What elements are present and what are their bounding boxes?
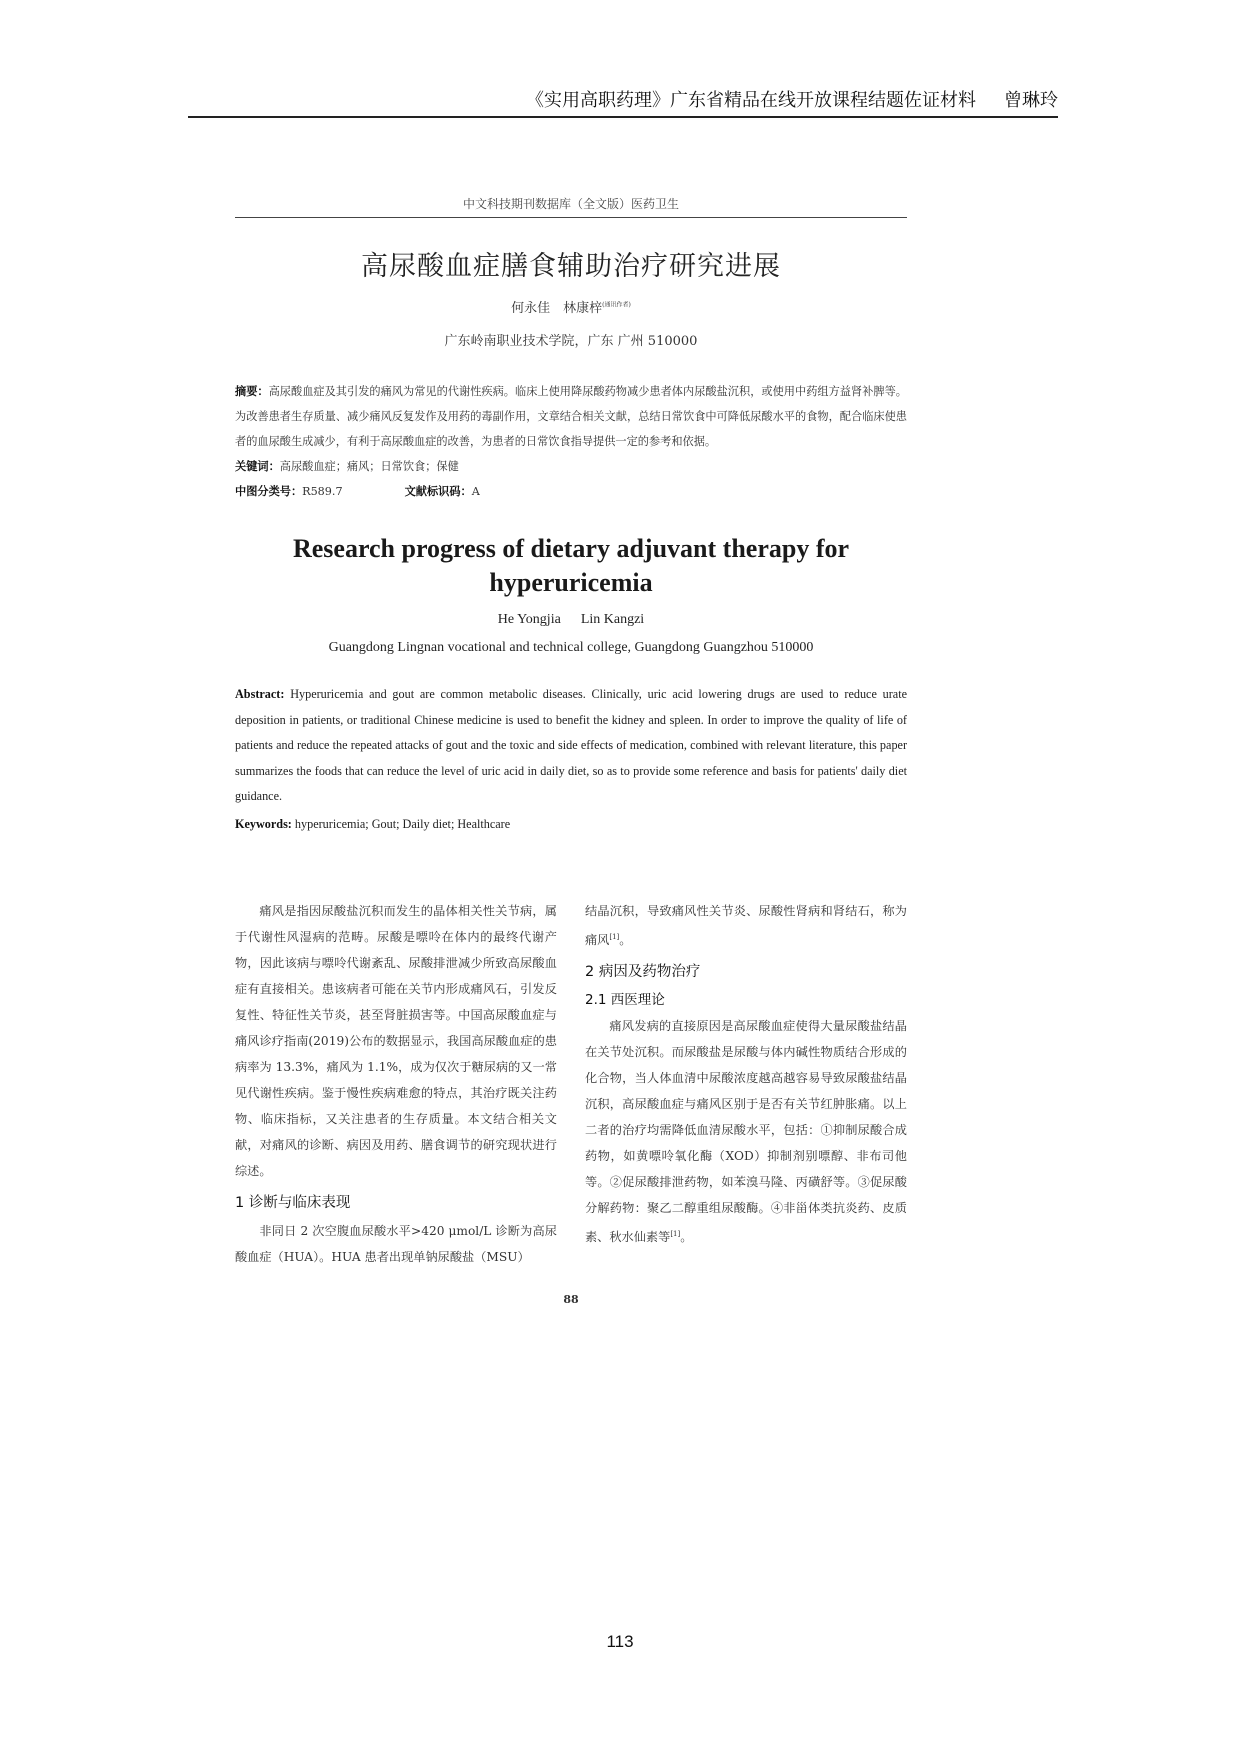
body-columns — [235, 898, 907, 1270]
journal-name: 中文科技期刊数据库（全文版）医药卫生 — [235, 195, 907, 218]
page-number: 113 — [606, 1632, 634, 1651]
reference-mark: [1] — [609, 933, 620, 941]
section-1-heading: 1 诊断与临床表现 — [235, 1195, 351, 1211]
keywords-zh-text: 高尿酸血症；痛风；日常饮食；保健 — [279, 460, 459, 473]
classification-line — [235, 479, 907, 504]
affiliation-en: Guangdong Lingnan vocational and technical college, Guangdong Guangzhou 510000 — [328, 640, 814, 655]
section-2-1-text: 痛风发病的直接原因是高尿酸血症使得大量尿酸盐结晶在关节处沉积。而尿酸盐是尿酸与体内碱性物质结合形成的化合物，当人体血清中尿酸浓度越高越容易导致尿酸盐结晶沉积，高尿酸血症与痛风区别于是否有关节红肿胀痛。以上二者的治疗均需降低血清尿酸水平，包括：①抑制尿酸合成药物，如黄嘌呤氧化酶（XOD）抑制剂别嘌醇、非布司他等。②促尿酸排泄药物，如苯溴马隆、丙磺舒等。③促尿酸分解药物：聚乙二醇重组尿酸酶。④非甾体类抗炎药、皮质素、秋水仙素等 — [585, 1019, 907, 1245]
authors-zh — [235, 297, 907, 316]
section-1-continuation-text: 结晶沉积，导致痛风性关节炎、尿酸性肾病和肾结石，称为痛风 — [585, 904, 907, 948]
author-en-1: He Yongjia — [497, 612, 561, 627]
keywords-zh — [235, 454, 907, 479]
clc-value: R589.7 — [302, 485, 343, 498]
clc-label: 中图分类号： — [235, 484, 303, 498]
author-en-2: Lin Kangzi — [580, 612, 645, 627]
abstract-en — [235, 682, 907, 810]
title-en-line-2: hyperuricemia — [489, 568, 653, 597]
keywords-en-label: Keywords: — [235, 816, 292, 831]
article-title-zh: 高尿酸血症膳食辅助治疗研究进展 — [361, 251, 781, 282]
authors-zh-names: 何永佳 林康梓 — [511, 301, 603, 316]
header-author: 曾琳玲 — [1004, 90, 1058, 111]
title-en-line-1: Research progress of dietary adjuvant therapy for — [292, 534, 850, 563]
running-header — [188, 86, 1058, 118]
doc-code-label: 文献标识码： — [404, 484, 472, 498]
section-1-continuation: 结晶沉积，导致痛风性关节炎、尿酸性肾病和肾结石，称为痛风[1]。 — [585, 904, 907, 948]
abstract-en-text: Hyperuricemia and gout are common metabolic diseases. Clinically, uric acid lowering drugs are used to reduce urate deposition in patients, or traditional Chinese medicine is used to benefit the kidney and spleen. In order to improve the quality of life of patients and reduce the repeated attacks of gout and the toxic and side effects of medication, combined with relevant literature, this paper summarizes the foods that can reduce the level of uric acid in daily diet, so as to provide some reference and basis for patients' daily diet guidance. — [235, 687, 908, 803]
scan-page-number: 88 — [563, 1293, 579, 1306]
section-2-1-paragraph — [585, 1013, 907, 1250]
authors-en — [235, 612, 907, 628]
reference-mark: [1] — [670, 1230, 681, 1239]
doc-code-value: A — [471, 485, 480, 498]
section-2-heading: 2 病因及药物治疗 — [585, 964, 701, 981]
corresponding-author-mark: (通讯作者) — [602, 301, 631, 309]
course-title: 《实用高职药理》广东省精品在线开放课程结题佐证材料 — [526, 90, 976, 111]
keywords-zh-label: 关键词： — [235, 459, 280, 473]
scanned-article — [235, 195, 907, 1325]
keywords-en — [235, 812, 907, 837]
body-column-right — [585, 898, 907, 1270]
intro-paragraph: 痛风是指因尿酸盐沉积而发生的晶体相关性关节病，属于代谢性风湿病的范畴。尿酸是嘌呤在体内的最终代谢产物，因此该病与嘌呤代谢紊乱、尿酸排泄减少所致高尿酸血症有直接相关。患该病者可能在关节内形成痛风石，引发反复性、特征性关节炎，甚至肾脏损害等。中国高尿酸血症与痛风诊疗指南(2019)公布的数据显示，我国高尿酸血症的患病率为 13.3%，痛风为 1.1%，成为仅次于糖尿病的又一常见代谢性疾病。鉴于慢性疾病难愈的特点，其治疗既关注药物、临床指标，又关注患者的生存质量。本文结合相关文献，对痛风的诊断、病因及用药、膳食调节的研究现状进行综述。 — [235, 904, 557, 1178]
keywords-en-text: hyperuricemia; Gout; Daily diet; Healthcare — [294, 816, 511, 831]
abstract-zh-label: 摘要： — [235, 384, 269, 398]
section-2-1-end: 。 — [680, 1230, 693, 1245]
section-1-paragraph: 非同日 2 次空腹血尿酸水平>420 μmol/L 诊断为高尿酸血症（HUA）。HUA 患者出现单钠尿酸盐（MSU） — [235, 1224, 557, 1264]
abstract-zh — [235, 379, 907, 454]
article-title-en — [235, 532, 907, 600]
abstract-en-label: Abstract: — [235, 687, 285, 701]
affiliation-zh: 广东岭南职业技术学院，广东 广州 510000 — [444, 334, 698, 349]
abstract-zh-text: 高尿酸血症及其引发的痛风为常见的代谢性疾病。临床上使用降尿酸药物减少患者体内尿酸盐沉积，或使用中药组方益肾补脾等。为改善患者生存质量、减少痛风反复发作及用药的毒副作用，文章结合相关文献，总结日常饮食中可降低尿酸水平的食物，配合临床使患者的血尿酸生成减少，有利于高尿酸血症的改善，为患者的日常饮食指导提供一定的参考和依据。 — [235, 385, 907, 448]
body-column-left — [235, 898, 557, 1270]
section-2-1-heading: 2.1 西医理论 — [585, 992, 665, 1009]
